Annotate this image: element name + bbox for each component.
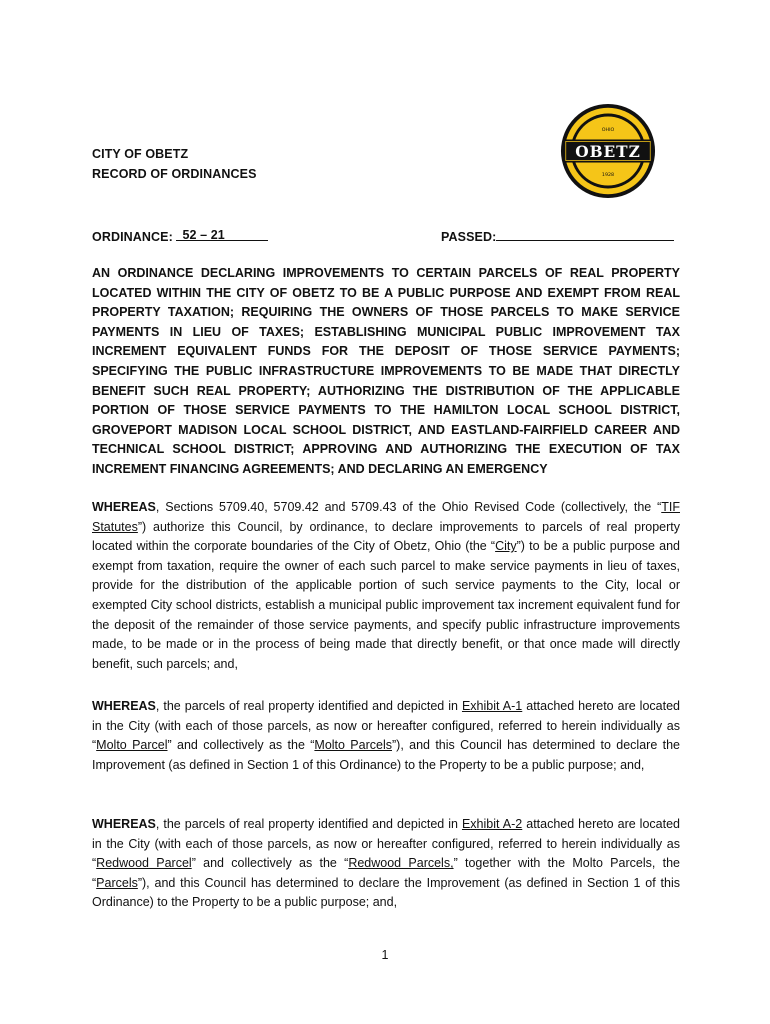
whereas-paragraph-1 bbox=[92, 498, 680, 674]
exhibit-a1-term: Exhibit A-1 bbox=[461, 699, 523, 713]
header-record: RECORD OF ORDINANCES bbox=[92, 167, 257, 181]
whereas-lead: WHEREAS bbox=[92, 699, 156, 713]
parcels-term: Parcels bbox=[96, 875, 138, 890]
text: attached hereto are located in the City (with each of those parcels, as now or hereafter configured, referred to herein individually as “ bbox=[92, 699, 680, 753]
passed-label: PASSED: bbox=[441, 230, 497, 244]
text: , the parcels of real property identified and depicted in bbox=[155, 699, 462, 713]
ordinance-number-field bbox=[176, 228, 268, 241]
text: attached hereto are located in the City (with each of those parcels, as now or hereafter configured, referred to herein individually as “ bbox=[92, 817, 680, 871]
ordinance-line bbox=[92, 228, 268, 244]
whereas-paragraph-2 bbox=[92, 697, 680, 775]
ordinance-number: 52 – 21 bbox=[182, 228, 225, 242]
redwood-parcel-term: Redwood Parcel bbox=[96, 856, 192, 871]
text: ”), and this Council has determined to declare the Improvement (as defined in Section 1 of this Ordinance) to the Property to be a public purpose; and, bbox=[92, 875, 680, 910]
whereas-lead: WHEREAS bbox=[92, 817, 156, 831]
passed-line bbox=[441, 228, 674, 244]
tif-statutes-term: TIF Statutes bbox=[92, 500, 680, 534]
text: ” and collectively as the “ bbox=[167, 738, 315, 753]
city-term: City bbox=[495, 539, 517, 554]
molto-parcels-term: Molto Parcels bbox=[314, 738, 392, 753]
exhibit-a2-term: Exhibit A-2 bbox=[461, 817, 523, 831]
redwood-parcels-term: Redwood Parcels, bbox=[348, 856, 454, 871]
seal-text: OBETZ bbox=[575, 142, 641, 161]
header-city: CITY OF OBETZ bbox=[92, 147, 189, 161]
ordinance-label: ORDINANCE: bbox=[92, 230, 173, 244]
whereas-paragraph-3 bbox=[92, 815, 680, 913]
molto-parcel-term: Molto Parcel bbox=[96, 738, 168, 753]
text: ” together with the Molto Parcels, the “ bbox=[92, 856, 680, 890]
text: ”) authorize this Council, by ordinance, to declare improvements to parcels of real property located within the corporate boundaries of the City of Obetz, Ohio (the “ bbox=[92, 519, 680, 554]
text: , the parcels of real property identified and depicted in bbox=[155, 817, 462, 831]
text: , Sections 5709.40, 5709.42 and 5709.43 of the Ohio Revised Code (collectively, the “ bbox=[155, 500, 662, 514]
whereas-lead: WHEREAS bbox=[92, 500, 156, 514]
text: ”), and this Council has determined to declare the Improvement (as defined in Section 1 of this Ordinance) to the Property to be a public purpose; and, bbox=[92, 738, 680, 772]
text: ”) to be a public purpose and exempt from taxation, require the owner of each such parcel to make service payments in lieu of taxes, provide for the distribution of the applicable portion of such service payments to the City, local or exempted City school districts, establish a municipal public improvement tax increment equivalent fund for the deposit of the remainder of those service payments, and specify public infrastructure improvements made, to be made or in the process of being made that directly benefit, or that once made will directly benefit, such parcels; and, bbox=[92, 539, 680, 671]
city-seal-logo bbox=[560, 103, 656, 199]
page-number: 1 bbox=[381, 948, 389, 962]
seal-bottom-text: 1928 bbox=[601, 172, 615, 178]
text: ” and collectively as the “ bbox=[191, 856, 349, 871]
seal-top-text: OHIO bbox=[601, 127, 615, 133]
ordinance-title: AN ORDINANCE DECLARING IMPROVEMENTS TO CERTAIN PARCELS OF REAL PROPERTY LOCATED WITHIN THE CITY OF OBETZ TO BE A PUBLIC PURPOSE AND EXEMPT FROM REAL PROPERTY TAXATION; REQUIRING THE OWNERS OF THOSE PARCELS TO MAKE SERVICE PAYMENTS IN LIEU OF TAXES; ESTABLISHING MUNICIPAL PUBLIC IMPROVEMENT TAX INCREMENT EQUIVALENT FUNDS FOR THE DEPOSIT OF THOSE SERVICE PAYMENTS; SPECIFYING THE PUBLIC INFRASTRUCTURE IMPROVEMENTS TO BE MADE THAT DIRECTLY BENEFIT SUCH REAL PROPERTY; AUTHORIZING THE DISTRIBUTION OF THE APPLICABLE PORTION OF THOSE SERVICE PAYMENTS TO THE HAMILTON LOCAL SCHOOL DISTRICT, GROVEPORT MADISON LOCAL SCHOOL DISTRICT, AND EASTLAND-FAIRFIELD CAREER AND TECHNICAL SCHOOL DISTRICT; APPROVING AND AUTHORIZING THE EXECUTION OF TAX INCREMENT FINANCING AGREEMENTS; AND DECLARING AN EMERGENCY bbox=[92, 266, 680, 476]
passed-blank bbox=[496, 228, 674, 241]
